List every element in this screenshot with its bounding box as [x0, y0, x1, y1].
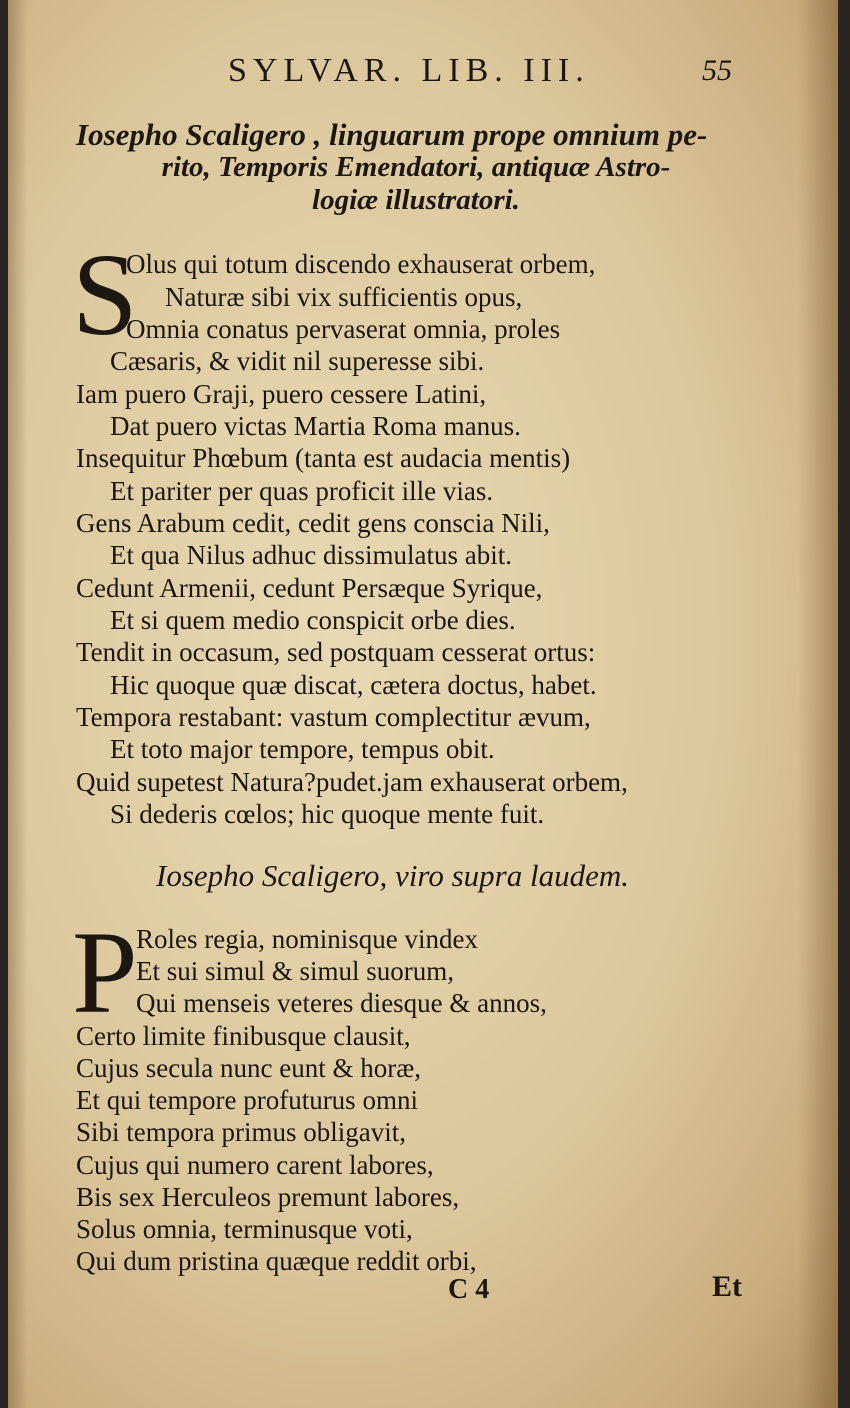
verse-line: Sibi tempora primus obligavit, — [76, 1117, 406, 1147]
verse-line: Qui dum pristina quæque reddit orbi, — [76, 1246, 477, 1276]
verse-line: Et sui simul & simul suorum, — [136, 956, 455, 986]
verse-line: Bis sex Herculeos premunt labores, — [76, 1182, 460, 1212]
poem1-heading-line: rito, Temporis Emendatori, antiquæ Astro- — [161, 151, 671, 183]
verse-line: Et pariter per quas proficit ille vias. — [110, 476, 494, 506]
verse-line: Hic quoque quæ discat, cætera doctus, habet. — [110, 670, 597, 700]
verse-line: Cæsaris, & vidit nil superesse sibi. — [110, 346, 485, 376]
verse-line: Et qui tempore profuturus omni — [76, 1085, 418, 1115]
running-title: SYLVAR. LIB. III. — [228, 52, 590, 89]
verse-line: Tempora restabant: vastum complectitur ævum, — [76, 702, 591, 732]
verse-line: Cedunt Armenii, cedunt Persæque Syrique, — [76, 573, 543, 603]
verse-line: Et toto major tempore, tempus obit. — [110, 734, 495, 764]
verse-line: Quid supetest Natura?pudet.jam exhauserat orbem, — [76, 767, 628, 797]
poem2-heading: Iosepho Scaligero, viro supra laudem. — [156, 858, 629, 893]
verse-line: Si dederis cœlos; hic quoque mente fuit. — [110, 799, 545, 829]
verse-line: Olus qui totum discendo exhauserat orbem, — [126, 249, 596, 279]
book-page — [8, 0, 838, 1408]
signature-mark: C 4 — [448, 1274, 490, 1305]
poem2-drop-cap: P — [72, 907, 138, 1038]
verse-line: Roles regia, nominisque vindex — [136, 924, 478, 954]
verse-line: Omnia conatus pervaserat omnia, proles — [126, 314, 561, 344]
poem1-drop-cap: S — [72, 229, 138, 360]
verse-line: Solus omnia, terminusque voti, — [76, 1214, 413, 1244]
page-edge-shadow — [798, 0, 838, 1408]
verse-line: Tendit in occasum, sed postquam cesserat ortus: — [76, 637, 596, 667]
verse-line: Cujus qui numero carent labores, — [76, 1150, 434, 1180]
verse-line: Gens Arabum cedit, cedit gens conscia Nili, — [76, 508, 550, 538]
gutter-shadow — [8, 0, 28, 1408]
verse-line: Iam puero Graji, puero cessere Latini, — [76, 379, 487, 409]
poem1-heading-line: logiæ illustratori. — [312, 184, 520, 216]
verse-line: Dat puero victas Martia Roma manus. — [110, 411, 521, 441]
page-number: 55 — [702, 54, 732, 87]
poem1-heading-line: Iosepho Scaligero , linguarum prope omnium pe- — [76, 117, 708, 152]
verse-line: Qui menseis veteres diesque & annos, — [136, 988, 547, 1018]
verse-line: Naturæ sibi vix sufficientis opus, — [165, 282, 523, 312]
verse-line: Cujus secula nunc eunt & horæ, — [76, 1053, 421, 1083]
poem1-heading — [76, 118, 756, 217]
verse-line: Insequitur Phœbum (tanta est audacia mentis) — [76, 443, 571, 473]
verse-line: Certo limite finibusque clausit, — [76, 1021, 411, 1051]
verse-line: Et si quem medio conspicit orbe dies. — [110, 605, 516, 635]
verse-line: Et qua Nilus adhuc dissimulatus abit. — [110, 540, 512, 570]
catchword: Et — [712, 1270, 742, 1303]
